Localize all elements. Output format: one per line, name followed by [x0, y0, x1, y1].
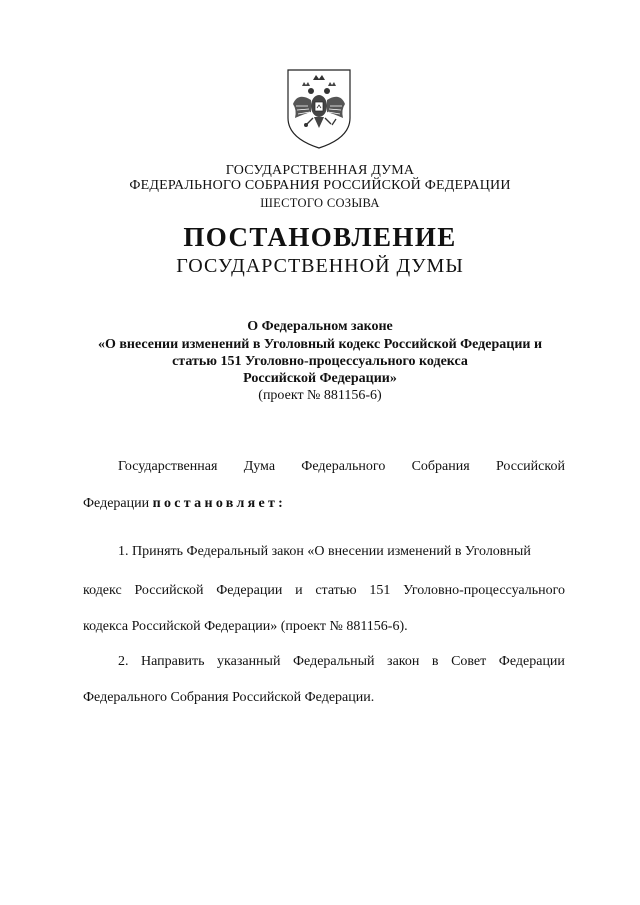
- subject-line4: Российской Федерации»: [243, 371, 397, 386]
- paragraph1-line3: кодекса Российской Федерации» (проект № 881156-6).: [83, 619, 408, 634]
- paragraph-word: Направить: [141, 654, 205, 669]
- org-name-line2: ФЕДЕРАЛЬНОГО СОБРАНИЯ РОССИЙСКОЙ ФЕДЕРАЦИИ: [129, 178, 511, 193]
- org-name-line1: ГОСУДАРСТВЕННАЯ ДУМА: [225, 163, 415, 178]
- paragraph-word: Федеральный: [292, 654, 375, 669]
- preamble-word: Российской: [495, 459, 565, 474]
- paragraph-word: статью: [315, 583, 357, 598]
- paragraph-word: Уголовно-процессуального: [403, 583, 565, 598]
- document-issuer-title: ГОСУДАРСТВЕННОЙ ДУМЫ: [176, 255, 464, 277]
- paragraph-word: Российской: [134, 583, 204, 598]
- preamble-line2: [83, 496, 286, 512]
- paragraph-word: кодекс: [83, 583, 122, 598]
- project-number: (проект № 881156-6): [258, 388, 382, 403]
- paragraph-word: в: [431, 654, 439, 669]
- paragraph-word: Совет: [451, 654, 487, 669]
- paragraph2-line2: Федерального Собрания Российской Федерации.: [83, 690, 375, 705]
- coat-of-arms-icon: [284, 66, 354, 150]
- paragraph-word: указанный: [217, 654, 281, 669]
- document-type-title: ПОСТАНОВЛЕНИЕ: [183, 222, 457, 252]
- subject-line2: «О внесении изменений в Уголовный кодекс Российской Федерации и: [97, 337, 543, 352]
- paragraph1-line1: 1. Принять Федеральный закон «О внесении изменений в Уголовный: [118, 544, 531, 559]
- resolves-verb: постановляет:: [152, 496, 287, 511]
- preamble-word: Дума: [243, 459, 276, 474]
- preamble-word: Государственная: [118, 459, 218, 474]
- paragraph1-line2: [83, 583, 565, 599]
- convocation-line: ШЕСТОГО СОЗЫВА: [260, 196, 380, 210]
- paragraph-word: Федерации: [498, 654, 565, 669]
- paragraph-word: закон: [387, 654, 420, 669]
- preamble-text: Федерации: [83, 496, 153, 511]
- subject-line1: О Федеральном законе: [247, 319, 393, 334]
- paragraph-word: Федерации: [216, 583, 283, 598]
- subject-line3: статью 151 Уголовно-процессуального кодекса: [172, 354, 468, 369]
- preamble-word: Федерального: [301, 459, 386, 474]
- paragraph-word: и: [295, 583, 303, 598]
- paragraph-word: 151: [369, 583, 391, 598]
- preamble-word: Собрания: [411, 459, 470, 474]
- paragraph2-line1: [118, 654, 565, 670]
- preamble-line1: [118, 459, 565, 475]
- paragraph-word: 2.: [118, 654, 129, 669]
